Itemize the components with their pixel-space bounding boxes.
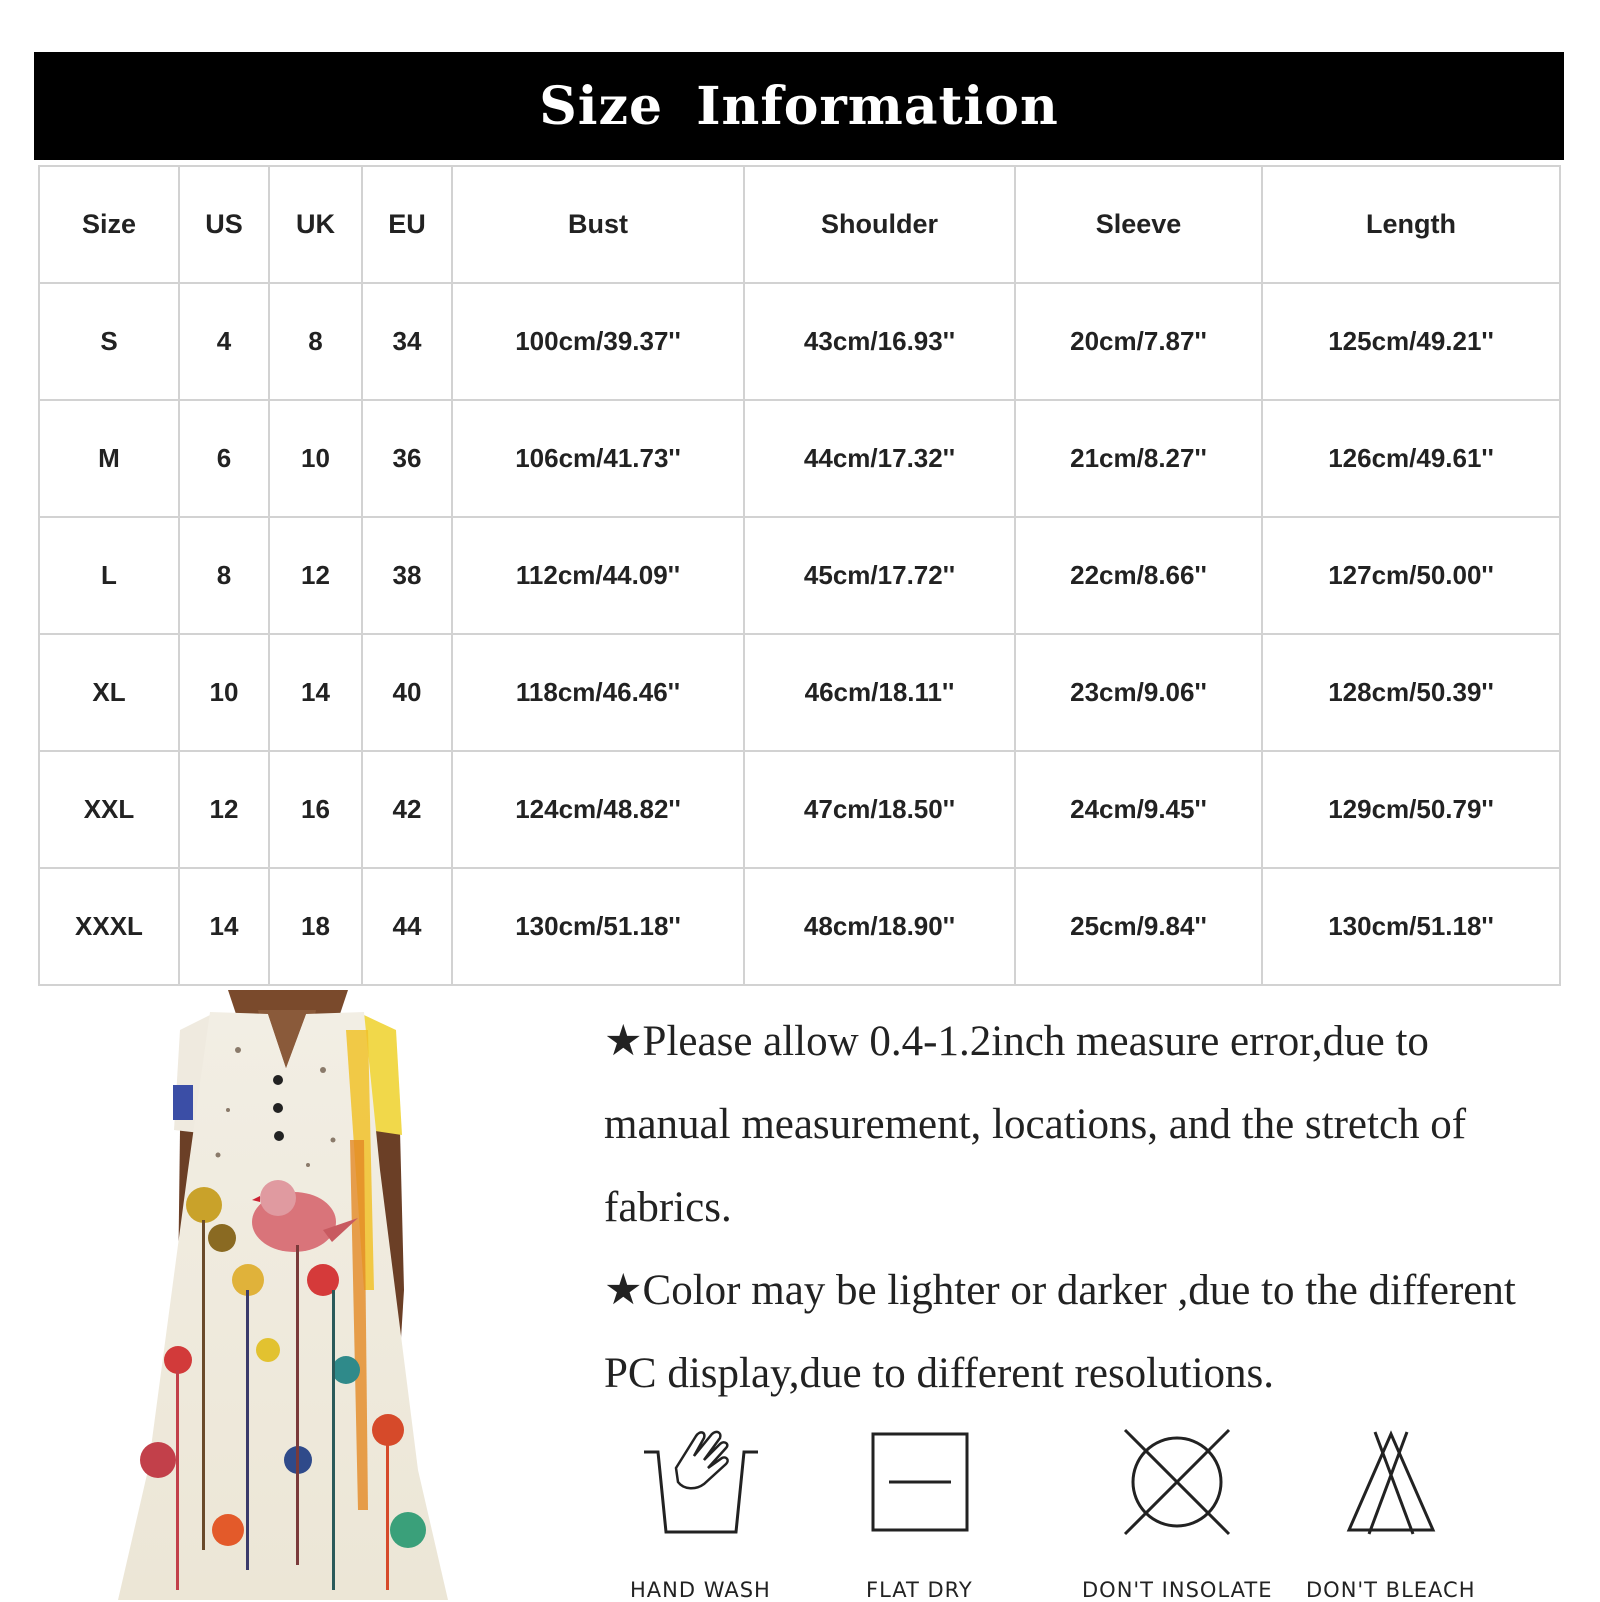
table-cell: 23cm/9.06'' bbox=[1015, 634, 1262, 751]
table-cell: 45cm/17.72'' bbox=[744, 517, 1015, 634]
header-size: Size bbox=[39, 166, 179, 283]
care-label-dont-insolate: DON'T INSOLATE bbox=[1082, 1578, 1273, 1602]
table-cell: 47cm/18.50'' bbox=[744, 751, 1015, 868]
table-cell: 12 bbox=[179, 751, 269, 868]
table-row bbox=[39, 517, 1560, 634]
table-cell: 130cm/51.18'' bbox=[1262, 868, 1560, 985]
table-cell: XL bbox=[39, 634, 179, 751]
table-cell: 130cm/51.18'' bbox=[452, 868, 744, 985]
table-header-row bbox=[39, 166, 1560, 283]
table-cell: 42 bbox=[362, 751, 452, 868]
table-row bbox=[39, 283, 1560, 400]
table-cell: 112cm/44.09'' bbox=[452, 517, 744, 634]
table-cell: 24cm/9.45'' bbox=[1015, 751, 1262, 868]
page-title: Size Information bbox=[539, 75, 1059, 137]
size-table bbox=[38, 165, 1561, 986]
table-cell: XXXL bbox=[39, 868, 179, 985]
table-cell: 25cm/9.84'' bbox=[1015, 868, 1262, 985]
table-cell: 22cm/8.66'' bbox=[1015, 517, 1262, 634]
hand-wash-icon bbox=[640, 1428, 760, 1538]
table-cell: 127cm/50.00'' bbox=[1262, 517, 1560, 634]
table-cell: 14 bbox=[269, 634, 362, 751]
care-label-flat-dry: FLAT DRY bbox=[866, 1578, 973, 1602]
care-flat-dry bbox=[866, 1428, 973, 1602]
table-cell: 8 bbox=[179, 517, 269, 634]
header-bust: Bust bbox=[452, 166, 744, 283]
dress-product-image bbox=[118, 990, 453, 1600]
table-cell: 126cm/49.61'' bbox=[1262, 400, 1560, 517]
table-cell: 44cm/17.32'' bbox=[744, 400, 1015, 517]
table-cell: 16 bbox=[269, 751, 362, 868]
table-cell: 48cm/18.90'' bbox=[744, 868, 1015, 985]
header-shoulder: Shoulder bbox=[744, 166, 1015, 283]
flat-dry-icon bbox=[869, 1428, 969, 1538]
table-cell: 10 bbox=[179, 634, 269, 751]
care-label-hand-wash: HAND WASH bbox=[630, 1578, 771, 1602]
table-cell: 10 bbox=[269, 400, 362, 517]
table-row bbox=[39, 634, 1560, 751]
table-cell: 44 bbox=[362, 868, 452, 985]
care-label-dont-bleach: DON'T BLEACH bbox=[1306, 1578, 1476, 1602]
table-cell: S bbox=[39, 283, 179, 400]
dont-insolate-icon bbox=[1119, 1428, 1235, 1538]
notes bbox=[604, 1000, 1564, 1415]
table-cell: 8 bbox=[269, 283, 362, 400]
color-note: ★Color may be lighter or darker ,due to the different PC display,due to different resolutions. bbox=[604, 1267, 1516, 1397]
table-cell: 4 bbox=[179, 283, 269, 400]
table-cell: 34 bbox=[362, 283, 452, 400]
table-cell: 40 bbox=[362, 634, 452, 751]
table-cell: 106cm/41.73'' bbox=[452, 400, 744, 517]
table-cell: 18 bbox=[269, 868, 362, 985]
table-cell: 129cm/50.79'' bbox=[1262, 751, 1560, 868]
table-cell: 43cm/16.93'' bbox=[744, 283, 1015, 400]
header-eu: EU bbox=[362, 166, 452, 283]
title-banner bbox=[34, 52, 1564, 160]
table-cell: 46cm/18.11'' bbox=[744, 634, 1015, 751]
table-cell: 125cm/49.21'' bbox=[1262, 283, 1560, 400]
table-row bbox=[39, 400, 1560, 517]
table-cell: 128cm/50.39'' bbox=[1262, 634, 1560, 751]
table-cell: M bbox=[39, 400, 179, 517]
care-hand-wash bbox=[630, 1428, 771, 1602]
table-cell: 12 bbox=[269, 517, 362, 634]
care-dont-insolate bbox=[1082, 1428, 1272, 1602]
table-cell: 14 bbox=[179, 868, 269, 985]
table-cell: L bbox=[39, 517, 179, 634]
header-uk: UK bbox=[269, 166, 362, 283]
table-cell: 38 bbox=[362, 517, 452, 634]
header-sleeve: Sleeve bbox=[1015, 166, 1262, 283]
table-cell: 21cm/8.27'' bbox=[1015, 400, 1262, 517]
table-row bbox=[39, 868, 1560, 985]
table-cell: 20cm/7.87'' bbox=[1015, 283, 1262, 400]
dont-bleach-icon bbox=[1341, 1428, 1441, 1538]
table-cell: 36 bbox=[362, 400, 452, 517]
table-cell: 100cm/39.37'' bbox=[452, 283, 744, 400]
header-length: Length bbox=[1262, 166, 1560, 283]
table-cell: 6 bbox=[179, 400, 269, 517]
table-cell: XXL bbox=[39, 751, 179, 868]
header-us: US bbox=[179, 166, 269, 283]
table-cell: 118cm/46.46'' bbox=[452, 634, 744, 751]
table-row bbox=[39, 751, 1560, 868]
care-dont-bleach bbox=[1306, 1428, 1476, 1602]
table-cell: 124cm/48.82'' bbox=[452, 751, 744, 868]
measure-error-note: ★Please allow 0.4-1.2inch measure error,due to manual measurement, locations, and the stretch of fabrics. bbox=[604, 1018, 1467, 1231]
